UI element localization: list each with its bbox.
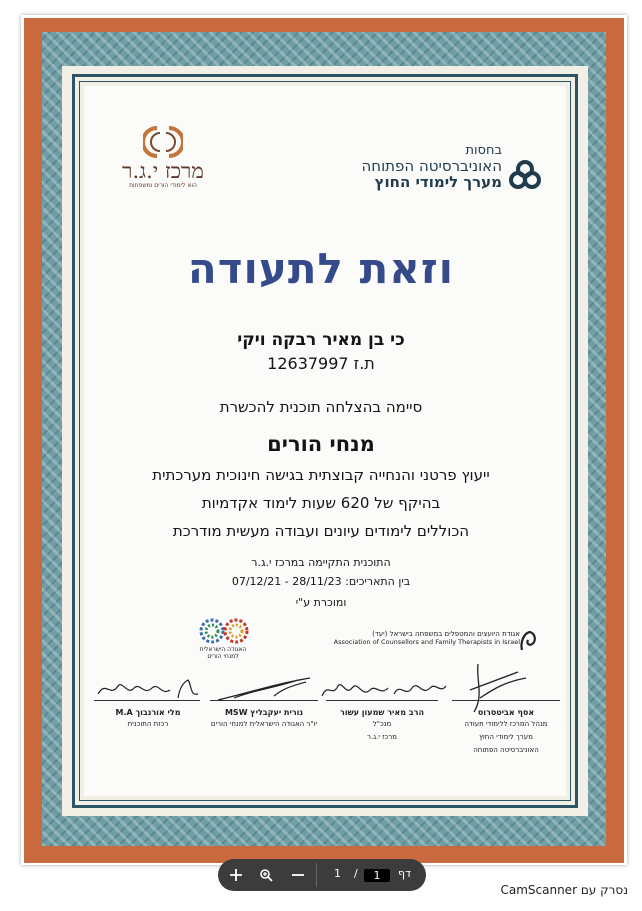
signature-yaakovitz bbox=[214, 674, 314, 704]
zoom-fit-button[interactable] bbox=[256, 865, 276, 885]
association-block bbox=[320, 630, 520, 646]
ygr-name: מרכז י.ג.ר bbox=[122, 159, 204, 183]
page-total-value: 1 bbox=[373, 869, 381, 882]
page-separator: / bbox=[354, 867, 358, 880]
ygr-logo-icon bbox=[143, 124, 183, 160]
signer-1-name: אסף אביטסרוס bbox=[477, 708, 535, 717]
signer-4-role: רכזת התוכנית bbox=[127, 720, 169, 728]
page-current-value: 1 bbox=[334, 867, 341, 880]
agudah-name-line1: האגודה הישראלית bbox=[199, 646, 247, 653]
plus-icon bbox=[229, 868, 243, 882]
signer-2 bbox=[322, 708, 442, 744]
association-name-english: Association of Counsellors and Family Therapists in Israel bbox=[333, 638, 520, 646]
open-university-logo-icon bbox=[508, 160, 544, 190]
signer-1-role-3: האוניברסיטה הפתוחה bbox=[473, 746, 539, 754]
signer-1-role: מנהל המרכז ללימודי תעודה bbox=[464, 720, 548, 728]
program-description-1: ייעוץ פרטני והנחייה קבוצתית בגישה חינוכית מערכתית bbox=[152, 466, 490, 484]
agudah-name-line2: למנחי הורים bbox=[207, 653, 239, 660]
signer-1-role-2: מערך לימודי החוץ bbox=[479, 733, 533, 741]
viewer-toolbar bbox=[218, 859, 426, 891]
recipient-id: ת.ז 12637997 bbox=[267, 354, 375, 373]
agudah-logo-icon bbox=[192, 616, 256, 646]
ou-header bbox=[330, 144, 502, 191]
signer-2-name: הרב מאיר שמעון עשור bbox=[340, 708, 424, 717]
zoom-in-button[interactable] bbox=[226, 865, 246, 885]
signer-4 bbox=[88, 708, 208, 731]
signer-2-role: מנכ"ל bbox=[372, 720, 392, 728]
signature-orenbuch bbox=[94, 676, 204, 702]
minus-icon bbox=[291, 868, 305, 882]
signer-3 bbox=[204, 708, 324, 731]
completion-statement: סיימה בהצלחה תוכנית להכשרת bbox=[219, 398, 423, 416]
signature-assor bbox=[318, 676, 450, 704]
ygr-tagline: הוא לימודי הורים ומשפחות bbox=[129, 182, 197, 189]
certificate-title: וזאת לתעודה bbox=[187, 244, 455, 293]
ou-university-name: האוניברסיטה הפתוחה bbox=[361, 157, 502, 175]
ou-department-name: מערך לימודי החוץ bbox=[374, 173, 502, 191]
program-location: התוכנית התקיימה במרכז י.ג.ר bbox=[251, 556, 391, 569]
signer-1 bbox=[446, 708, 566, 757]
signer-2-role-2: מרכז י.ג.ר bbox=[367, 733, 397, 741]
page-label: דף bbox=[398, 867, 412, 880]
camscanner-footer: נסרק עם CamScanner bbox=[500, 883, 628, 897]
page-number-input[interactable] bbox=[364, 869, 390, 882]
toolbar-divider bbox=[316, 863, 317, 887]
magnifier-icon bbox=[259, 868, 273, 882]
signer-3-role: יו"ר האגודה הישראלית למנחי הורים bbox=[210, 720, 318, 728]
signer-3-name: נורית יעקבליץ MSW bbox=[224, 708, 304, 717]
agudah-name bbox=[186, 646, 260, 660]
ygr-logo-block bbox=[118, 124, 208, 210]
ou-sponsor-text: בחסות bbox=[465, 143, 502, 158]
zoom-out-button[interactable] bbox=[288, 865, 308, 885]
recipient-name: כי בן מאיר רבקה ויקי bbox=[237, 330, 405, 350]
program-name: מנחי הורים bbox=[267, 432, 375, 456]
association-logo-icon bbox=[518, 630, 538, 652]
association-name-hebrew: אגודת היועצים והמטפלים במשפחה בישראל (יעד) bbox=[372, 630, 520, 638]
recognition-statement: ומוכרת ע"י bbox=[295, 596, 347, 609]
program-dates: בין התאריכים: 28/11/23 - 07/12/21 bbox=[231, 575, 411, 588]
signer-4-name: מלי אורנבוך M.A bbox=[115, 708, 181, 717]
program-description-2: בהיקף של 620 שעות לימוד אקדמיות bbox=[201, 494, 441, 512]
program-description-3: הכוללים לימודים עיונים ועבודה מעשית מודרכת bbox=[172, 522, 470, 540]
